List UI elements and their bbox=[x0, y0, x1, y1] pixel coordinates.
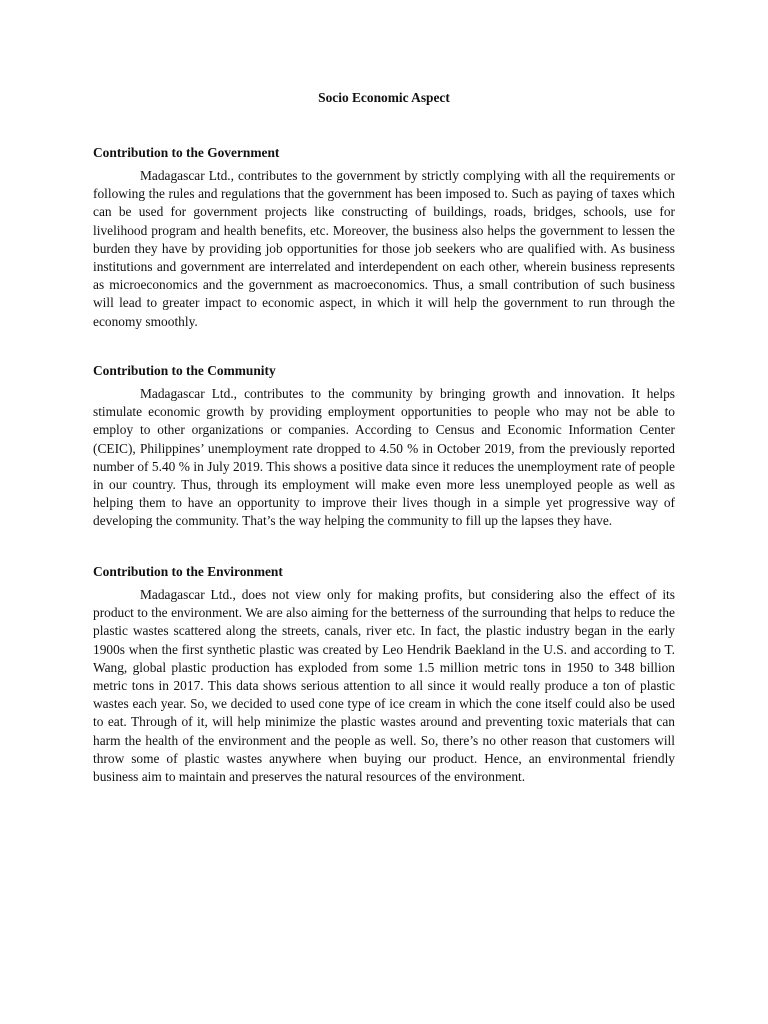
section-community bbox=[93, 362, 675, 531]
section-heading: Contribution to the Environment bbox=[93, 564, 283, 579]
section-paragraph: Madagascar Ltd., contributes to the community by bringing growth and innovation. It helps stimulate economic growth by providing employment opportunities to people who may not be able to employ to other organizations or companies. According to Census and Economic Information Center (CEIC), Philippines’ unemployment rate dropped to 4.50 % in October 2019, from the previously reported number of 5.40 % in July 2019. This shows a positive data since it reduces the unemployment rate of people in our country. Thus, through its employment will make even more less unemployed people as well as helping them to have an opportunity to improve their lives though in a simple yet progressive way of developing the community. That’s the way helping the community to fill up the lapses they have. bbox=[93, 386, 675, 529]
section-paragraph: Madagascar Ltd., does not view only for making profits, but considering also the effect of its product to the environment. We are also aiming for the betterness of the surrounding that helps to reduce the plastic wastes scattered along the streets, canals, river etc. In fact, the plastic industry began in the early 1900s when the first synthetic plastic was created by Leo Hendrik Baekland in the U.S. and according to T. Wang, global plastic production has exploded from some 1.5 million metric tons in 1950 to 348 billion metric tons in 2017. This data shows serious attention to all since it would really produce a ton of plastic wastes each year. So, we decided to used cone type of ice cream in which the cone itself could also be used to eat. Through of it, will help minimize the plastic wastes around and preventing toxic materials that can harm the health of the environment and the people as well. So, there’s no other reason that customers will throw some of plastic wastes anywhere when buying our product. Hence, an environmental friendly business aim to maintain and preserves the natural resources of the environment. bbox=[93, 587, 675, 785]
section-heading: Contribution to the Government bbox=[93, 145, 280, 160]
section-government bbox=[93, 144, 675, 331]
section-heading: Contribution to the Community bbox=[93, 363, 276, 378]
document-title: Socio Economic Aspect bbox=[318, 90, 450, 105]
section-environment bbox=[93, 563, 675, 786]
section-paragraph: Madagascar Ltd., contributes to the government by strictly complying with all the requirements or following the rules and regulations that the government has been imposed to. Such as paying of taxes which can be used for government projects like constructing of buildings, roads, bridges, schools, use for livelihood program and health benefits, etc. Moreover, the business also helps the government to lessen the burden they have by providing job opportunities for those job seekers who are qualified with. As business institutions and government are interrelated and interdependent on each other, wherein business represents as microeconomics and the government as macroeconomics. Thus, a small contribution of such business will lead to greater impact to economic aspect, in which it will help the government to run through the economy smoothly. bbox=[93, 168, 675, 329]
